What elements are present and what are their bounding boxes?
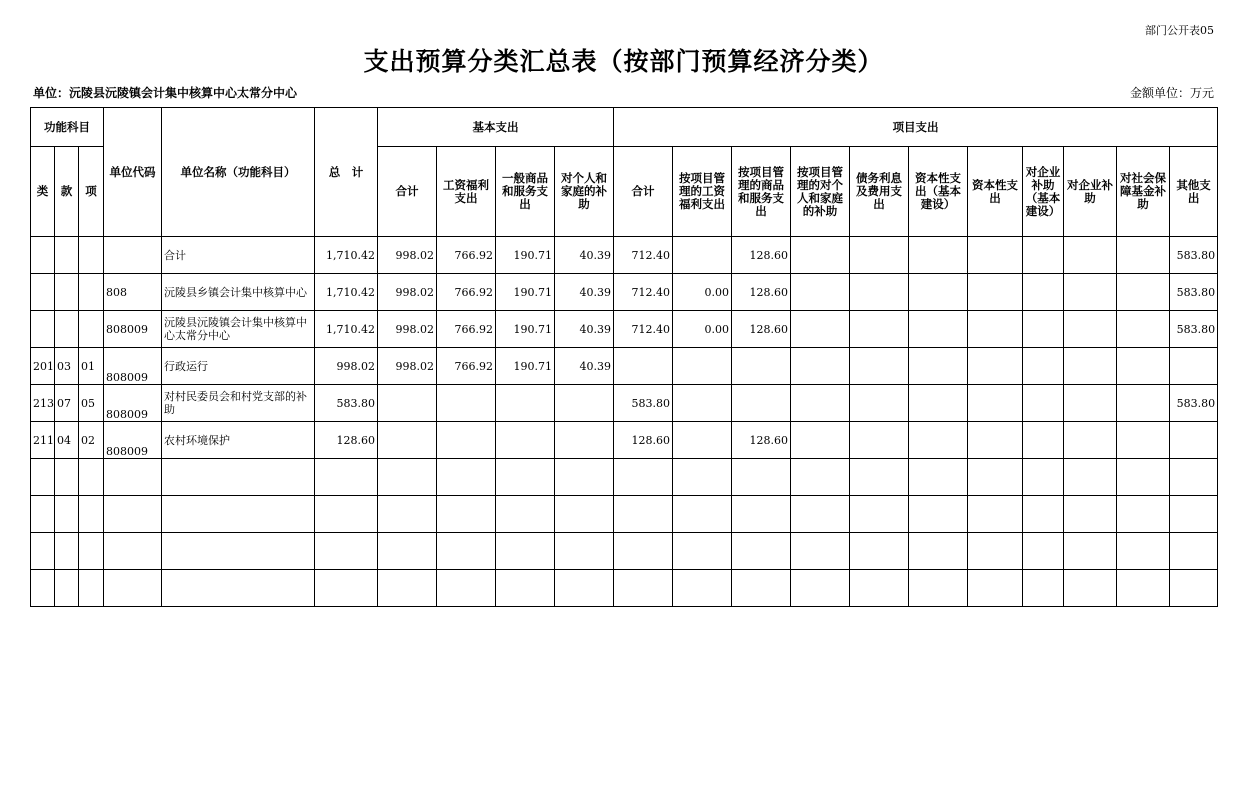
cell-amount	[791, 385, 850, 422]
cell-lei	[31, 533, 55, 570]
cell-lei: 211	[31, 422, 55, 459]
cell-amount	[614, 348, 673, 385]
cell-amount	[732, 570, 791, 607]
cell-unit-code: 808009	[104, 422, 162, 459]
cell-amount	[732, 348, 791, 385]
cell-amount	[1117, 385, 1170, 422]
cell-amount	[909, 237, 968, 274]
cell-amount	[315, 459, 378, 496]
table-row	[31, 385, 1218, 422]
cell-amount: 40.39	[555, 348, 614, 385]
cell-amount	[378, 496, 437, 533]
cell-amount	[909, 422, 968, 459]
cell-amount	[968, 311, 1023, 348]
cell-lei	[31, 459, 55, 496]
cell-amount	[315, 533, 378, 570]
cell-amount	[1023, 422, 1064, 459]
cell-amount	[1170, 459, 1218, 496]
cell-amount	[437, 385, 496, 422]
cell-amount	[378, 533, 437, 570]
cell-kuan	[55, 237, 79, 274]
cell-xiang	[79, 459, 104, 496]
cell-amount	[968, 533, 1023, 570]
cell-kuan: 04	[55, 422, 79, 459]
cell-amount	[1064, 533, 1117, 570]
header-project: 项目支出	[614, 108, 1218, 147]
cell-amount	[673, 385, 732, 422]
cell-unit-name	[162, 496, 315, 533]
cell-amount	[378, 422, 437, 459]
table-row	[31, 570, 1218, 607]
cell-amount	[1170, 422, 1218, 459]
cell-amount	[555, 459, 614, 496]
cell-amount	[850, 274, 909, 311]
cell-amount	[1023, 311, 1064, 348]
form-number: 部门公开表05	[1145, 24, 1214, 37]
cell-amount: 766.92	[437, 311, 496, 348]
cell-amount	[1117, 496, 1170, 533]
table-row	[31, 459, 1218, 496]
cell-amount: 712.40	[614, 311, 673, 348]
cell-unit-name: 沅陵县沅陵镇会计集中核算中心太常分中心	[162, 311, 315, 348]
cell-xiang	[79, 311, 104, 348]
cell-amount: 128.60	[732, 311, 791, 348]
cell-amount	[968, 496, 1023, 533]
cell-amount	[968, 385, 1023, 422]
cell-amount: 190.71	[496, 237, 555, 274]
cell-amount	[673, 570, 732, 607]
cell-amount	[614, 570, 673, 607]
cell-amount: 583.80	[1170, 311, 1218, 348]
cell-amount	[791, 459, 850, 496]
cell-amount: 583.80	[1170, 385, 1218, 422]
cell-amount	[909, 570, 968, 607]
cell-amount	[1064, 459, 1117, 496]
header-total: 总 计	[315, 108, 378, 237]
cell-amount	[1064, 496, 1117, 533]
cell-amount	[732, 496, 791, 533]
cell-kuan	[55, 496, 79, 533]
cell-amount	[850, 237, 909, 274]
header-basic-col: 合计	[378, 147, 437, 237]
cell-amount	[850, 496, 909, 533]
table-row	[31, 237, 1218, 274]
cell-amount	[968, 459, 1023, 496]
cell-amount: 766.92	[437, 348, 496, 385]
cell-amount	[555, 533, 614, 570]
cell-unit-code: 808009	[104, 311, 162, 348]
cell-amount	[1023, 237, 1064, 274]
cell-amount	[732, 459, 791, 496]
cell-amount	[850, 422, 909, 459]
cell-amount	[315, 570, 378, 607]
cell-amount	[555, 385, 614, 422]
cell-amount: 40.39	[555, 237, 614, 274]
cell-amount	[378, 570, 437, 607]
cell-unit-code	[104, 237, 162, 274]
cell-amount	[1170, 570, 1218, 607]
cell-amount	[378, 459, 437, 496]
cell-amount	[850, 348, 909, 385]
cell-amount	[555, 496, 614, 533]
cell-amount: 128.60	[732, 274, 791, 311]
header-func-subject: 功能科目	[31, 108, 104, 147]
cell-lei	[31, 274, 55, 311]
cell-lei: 201	[31, 348, 55, 385]
cell-amount	[437, 570, 496, 607]
cell-amount	[791, 237, 850, 274]
cell-amount	[614, 533, 673, 570]
cell-kuan	[55, 311, 79, 348]
cell-amount	[732, 533, 791, 570]
cell-amount: 128.60	[614, 422, 673, 459]
cell-amount	[1117, 422, 1170, 459]
table-row	[31, 311, 1218, 348]
header-project-col: 按项目管理的工资福利支出	[673, 147, 732, 237]
cell-kuan	[55, 459, 79, 496]
cell-amount	[1117, 533, 1170, 570]
table-row	[31, 274, 1218, 311]
cell-lei	[31, 496, 55, 533]
cell-unit-code: 808009	[104, 348, 162, 385]
cell-kuan	[55, 570, 79, 607]
cell-amount	[496, 422, 555, 459]
cell-amount	[437, 459, 496, 496]
header-project-col: 合计	[614, 147, 673, 237]
cell-amount	[1064, 274, 1117, 311]
cell-amount	[1023, 385, 1064, 422]
cell-amount: 998.02	[378, 311, 437, 348]
cell-amount: 998.02	[378, 274, 437, 311]
cell-amount	[909, 311, 968, 348]
cell-amount: 998.02	[378, 237, 437, 274]
cell-amount	[496, 496, 555, 533]
cell-amount	[555, 570, 614, 607]
table-row	[31, 533, 1218, 570]
cell-amount	[909, 274, 968, 311]
cell-amount	[1064, 237, 1117, 274]
header-project-col: 对社会保障基金补助	[1117, 147, 1170, 237]
cell-unit-code	[104, 496, 162, 533]
header-xiang: 项	[79, 147, 104, 237]
cell-unit-name	[162, 533, 315, 570]
cell-amount	[909, 533, 968, 570]
header-project-col: 按项目管理的商品和服务支出	[732, 147, 791, 237]
unit-label: 单位：沅陵县沅陵镇会计集中核算中心太常分中心	[33, 86, 298, 100]
cell-amount: 1,710.42	[315, 237, 378, 274]
cell-amount	[673, 496, 732, 533]
cell-amount	[1023, 459, 1064, 496]
header-project-col: 对企业补助（基本建设）	[1023, 147, 1064, 237]
cell-amount	[437, 422, 496, 459]
cell-amount	[909, 385, 968, 422]
cell-amount	[1023, 496, 1064, 533]
cell-amount: 766.92	[437, 237, 496, 274]
cell-amount: 0.00	[673, 274, 732, 311]
cell-lei	[31, 311, 55, 348]
cell-amount	[909, 496, 968, 533]
cell-unit-code	[104, 570, 162, 607]
cell-lei	[31, 237, 55, 274]
cell-amount	[968, 422, 1023, 459]
cell-amount	[791, 533, 850, 570]
header-basic-col: 对个人和家庭的补助	[555, 147, 614, 237]
cell-amount	[791, 348, 850, 385]
cell-amount	[1023, 274, 1064, 311]
cell-amount: 766.92	[437, 274, 496, 311]
header-lei: 类	[31, 147, 55, 237]
cell-amount: 128.60	[732, 422, 791, 459]
cell-unit-name	[162, 570, 315, 607]
cell-amount	[437, 496, 496, 533]
cell-amount	[1064, 348, 1117, 385]
cell-amount	[850, 570, 909, 607]
cell-amount: 998.02	[315, 348, 378, 385]
header-project-col: 资本性支出（基本建设）	[909, 147, 968, 237]
cell-amount	[673, 237, 732, 274]
cell-xiang: 01	[79, 348, 104, 385]
header-unit-name: 单位名称（功能科目）	[162, 108, 315, 237]
cell-amount: 0.00	[673, 311, 732, 348]
cell-unit-name: 沅陵县乡镇会计集中核算中心	[162, 274, 315, 311]
cell-amount: 1,710.42	[315, 274, 378, 311]
cell-amount	[850, 533, 909, 570]
cell-kuan: 03	[55, 348, 79, 385]
cell-amount: 712.40	[614, 274, 673, 311]
cell-unit-code: 808	[104, 274, 162, 311]
budget-table	[30, 107, 1218, 607]
cell-amount	[850, 311, 909, 348]
page-title: 支出预算分类汇总表（按部门预算经济分类）	[363, 47, 884, 76]
cell-amount	[555, 422, 614, 459]
cell-unit-name: 农村环境保护	[162, 422, 315, 459]
header-project-col: 按项目管理的对个人和家庭的补助	[791, 147, 850, 237]
cell-amount	[1170, 348, 1218, 385]
cell-amount: 583.80	[315, 385, 378, 422]
cell-kuan: 07	[55, 385, 79, 422]
table-row	[31, 422, 1218, 459]
cell-unit-name: 对村民委员会和村党支部的补助	[162, 385, 315, 422]
cell-amount	[1023, 570, 1064, 607]
cell-amount: 190.71	[496, 274, 555, 311]
cell-amount	[496, 385, 555, 422]
cell-xiang	[79, 570, 104, 607]
cell-xiang	[79, 533, 104, 570]
cell-kuan	[55, 533, 79, 570]
cell-amount	[1117, 237, 1170, 274]
cell-amount	[732, 385, 791, 422]
cell-unit-name: 合计	[162, 237, 315, 274]
cell-amount	[496, 533, 555, 570]
cell-amount	[968, 274, 1023, 311]
cell-unit-name	[162, 459, 315, 496]
cell-amount: 128.60	[732, 237, 791, 274]
cell-amount	[791, 311, 850, 348]
cell-amount	[968, 237, 1023, 274]
cell-amount	[850, 385, 909, 422]
table-row	[31, 496, 1218, 533]
cell-amount	[791, 570, 850, 607]
cell-amount: 583.80	[1170, 274, 1218, 311]
header-project-col: 对企业补助	[1064, 147, 1117, 237]
cell-amount	[968, 570, 1023, 607]
header-project-col: 其他支出	[1170, 147, 1218, 237]
cell-amount	[315, 496, 378, 533]
cell-amount	[614, 496, 673, 533]
cell-kuan	[55, 274, 79, 311]
cell-amount: 1,710.42	[315, 311, 378, 348]
cell-xiang	[79, 237, 104, 274]
cell-amount	[1023, 348, 1064, 385]
cell-amount: 712.40	[614, 237, 673, 274]
cell-lei	[31, 570, 55, 607]
cell-amount: 40.39	[555, 311, 614, 348]
header-basic: 基本支出	[378, 108, 614, 147]
cell-amount	[673, 459, 732, 496]
cell-amount	[791, 274, 850, 311]
header-project-col: 资本性支出	[968, 147, 1023, 237]
cell-xiang: 05	[79, 385, 104, 422]
cell-amount	[673, 348, 732, 385]
cell-amount: 128.60	[315, 422, 378, 459]
cell-amount	[1170, 496, 1218, 533]
amount-unit-label: 金额单位：万元	[1129, 86, 1214, 100]
cell-xiang	[79, 274, 104, 311]
cell-amount	[1117, 274, 1170, 311]
cell-amount	[850, 459, 909, 496]
cell-amount: 190.71	[496, 348, 555, 385]
cell-amount	[1117, 311, 1170, 348]
cell-amount	[791, 422, 850, 459]
cell-amount: 40.39	[555, 274, 614, 311]
cell-amount: 583.80	[1170, 237, 1218, 274]
cell-amount	[673, 533, 732, 570]
header-unit-code: 单位代码	[104, 108, 162, 237]
cell-amount	[909, 459, 968, 496]
cell-amount: 190.71	[496, 311, 555, 348]
cell-unit-code	[104, 533, 162, 570]
cell-xiang: 02	[79, 422, 104, 459]
cell-amount	[791, 496, 850, 533]
cell-amount	[1117, 348, 1170, 385]
header-kuan: 款	[55, 147, 79, 237]
cell-amount	[378, 385, 437, 422]
cell-amount	[1023, 533, 1064, 570]
cell-amount	[909, 348, 968, 385]
cell-amount	[437, 533, 496, 570]
cell-amount	[1064, 385, 1117, 422]
cell-amount	[496, 570, 555, 607]
cell-unit-code	[104, 459, 162, 496]
cell-amount	[968, 348, 1023, 385]
cell-amount	[1064, 422, 1117, 459]
cell-amount	[1170, 533, 1218, 570]
cell-unit-code: 808009	[104, 385, 162, 422]
cell-xiang	[79, 496, 104, 533]
cell-amount	[1117, 459, 1170, 496]
cell-unit-name: 行政运行	[162, 348, 315, 385]
header-project-col: 债务利息及费用支出	[850, 147, 909, 237]
table-row	[31, 348, 1218, 385]
cell-amount	[1117, 570, 1170, 607]
header-basic-col: 一般商品和服务支出	[496, 147, 555, 237]
cell-amount	[496, 459, 555, 496]
cell-amount: 998.02	[378, 348, 437, 385]
cell-lei: 213	[31, 385, 55, 422]
cell-amount	[1064, 311, 1117, 348]
header-basic-col: 工资福利支出	[437, 147, 496, 237]
cell-amount	[1064, 570, 1117, 607]
cell-amount: 583.80	[614, 385, 673, 422]
cell-amount	[614, 459, 673, 496]
cell-amount	[673, 422, 732, 459]
